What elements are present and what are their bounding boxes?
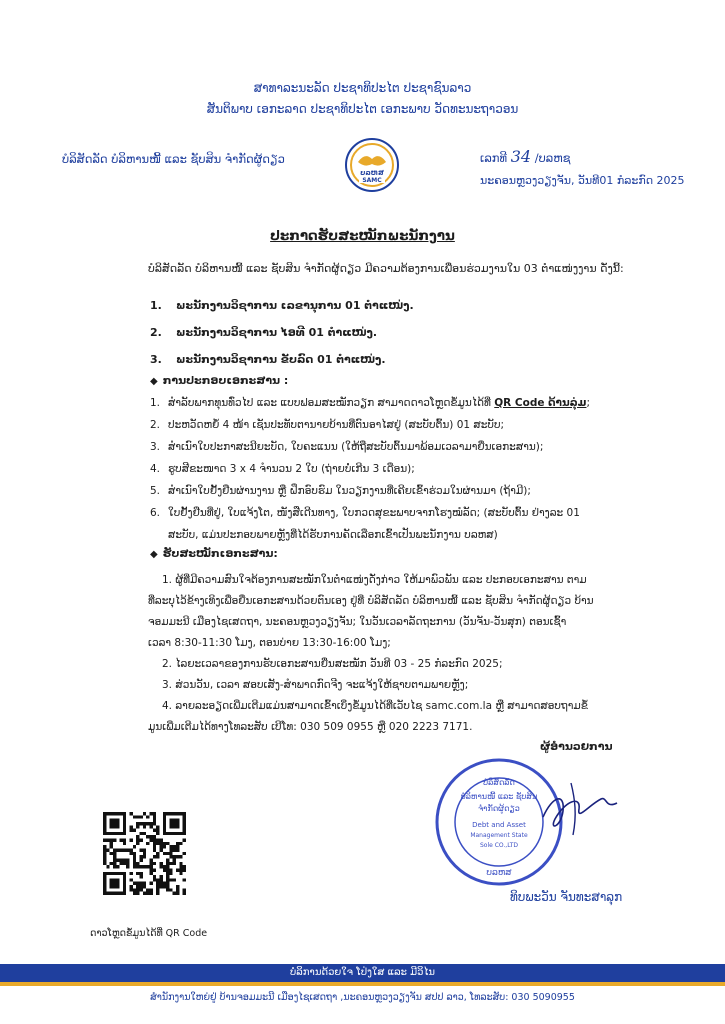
doc-number-suffix: /ບລຫຊ	[534, 151, 571, 165]
document-date: ນະຄອນຫຼວງວຽງຈັນ, ວັນທີ01 ກໍລະກົດ 2025	[480, 174, 685, 187]
item-text: ສຳເນົາໃບຢັ້ງຢືນຜ່ານງານ ຫຼື ຝຶກອົບຮົມ ໃນວຽກງານທີ່ເຄີຍເຂົ້າຮ່ວມໃນຜ່ານມາ (ຖ້າມີ);	[168, 485, 531, 497]
footer-address: ສຳນັກງານໃຫຍ່ຢູ່ ບ້ານຈອມມະນີ ເມືອງໄຊເສດຖາ ,ນະຄອນຫຼວງວຽງຈັນ ສປປ ລາວ, ໂທລະສັບ: 030 5090955	[150, 992, 575, 1003]
item-number: 6.	[150, 507, 161, 519]
submission-p4-line-2: ມູນເພີ່ມເຕີມໄດ້ທາງໂທລະສັບ ເບີໂທ: 030 509 0955 ຫຼື 020 2223 7171.	[148, 721, 473, 733]
footer-slogan: ບໍລິການດ້ວຍໃຈ ໂປ່ງໃສ ແລະ ມີວິໄນ	[289, 967, 435, 978]
diamond-bullet-icon: ◆	[150, 376, 158, 387]
item-text-line-2: ສະບັບ, ແມ່ນປະກອບພາຍຫຼັງທີ່ໄດ້ຮັບການຄັດເລືອກເຂົ້າເປັນພະນັກງານ ບລຫສ)	[168, 529, 498, 541]
samc-logo	[345, 138, 399, 192]
list-item	[150, 414, 670, 436]
signer-name: ທິບພະວັນ ຈັນທະສາລຸກ	[510, 890, 623, 904]
list-item	[150, 292, 414, 319]
item-text-line-1: ໃບຢັ້ງຢືນທີ່ຢູ່, ໃບແຈ້ງໂຕ, ໜັງສືເດີນທາງ, ໃບກວດສຸຂະພາບຈາກໂຮງໝໍລັດ; (ສະບັບຕົ້ນ ຢ່າງລະ 01	[168, 507, 580, 519]
handwritten-signature	[535, 775, 630, 840]
item-number: 1.	[150, 397, 161, 409]
stamp-mid-text-2: ຈຳກັດຜູ້ດຽວ	[478, 804, 520, 813]
documents-heading-text: ການປະກອບເອກະສານ :	[162, 374, 289, 387]
submission-p3: 3. ສ່ວນວັນ, ເວລາ ສອບເສັງ-ສຳພາດກົດຈີງ ຈະແຈ້ງໃຫ້ຊາບຕາມພາຍຫຼັງ;	[162, 679, 469, 691]
item-number: 5.	[150, 485, 161, 497]
submission-p4-line-1: 4. ລາຍລະອຽດເພີ່ມເຕີມແມ່ນສາມາດເຂົ້າເບິ່ງຂໍ້ມູນໄດ້ທີ່ເວັບໄຊ samc.com.la ຫຼື ສາມາດສອບຖາມຂໍ້	[162, 700, 588, 712]
item-number: 3.	[150, 353, 162, 366]
submission-heading	[150, 547, 278, 560]
intro-text: ບໍລິສັດລັດ ບໍລິຫານໜີ້ ແລະ ຊັບສິນ ຈຳກັດຜູ້ດຽວ ມີຄວາມຕ້ອງການເພື່ອນຮ່ວມງານໃນ 03 ຕຳແໜ່ງງານ ດັ່ງນີ້:	[148, 262, 624, 275]
signer-title: ຜູ້ອຳນວຍການ	[540, 740, 613, 753]
company-name: ບໍລິສັດລັດ ບໍລິຫານໜີ້ ແລະ ຊັບສິນ ຈຳກັດຜູ້ດຽວ	[62, 152, 285, 166]
list-item	[150, 346, 414, 373]
qr-code-caption: ດາວໂຫຼດຂໍ້ມູນໄດ້ທີ່ QR Code	[90, 928, 208, 939]
list-item	[150, 458, 670, 480]
list-item	[150, 502, 670, 546]
item-number: 4.	[150, 463, 161, 475]
national-line-2: ສັນຕິພາບ ເອກະລາດ ປະຊາທິປະໄຕ ເອກະພາບ ວັດທະນະຖາວອນ	[206, 102, 519, 116]
document-number	[480, 147, 571, 166]
national-line-1: ສາທາລະນະລັດ ປະຊາທິປະໄຕ ປະຊາຊົນລາວ	[253, 81, 472, 95]
stamp-en-text-3: Sole CO.,LTD	[479, 842, 519, 849]
qr-code-image[interactable]	[103, 812, 186, 895]
item-text: ພະນັກງານວິຊາການ ໄອທີ 01 ຕຳແໜ່ງ.	[176, 326, 378, 339]
item-number: 1.	[150, 299, 162, 312]
submission-heading-text: ຮັບສະໝັກເອກະສານ:	[162, 547, 278, 560]
item-text: ພະນັກງານວິຊາການ ຂັບລົດ 01 ຕຳແໜ່ງ.	[176, 353, 386, 366]
doc-number-value: 34	[510, 147, 532, 166]
page-title: ປະກາດຮັບສະໝັກພະນັກງານ	[270, 228, 455, 244]
submission-p1-line-4: ເວລາ 8:30-11:30 ໂມງ, ຕອນບ່າຍ 13:30-16:00 ໂມງ;	[148, 637, 391, 649]
stamp-en-text-1: Debt and Asset	[472, 821, 526, 829]
stamp-bottom-text: ບລຫສ	[486, 868, 512, 878]
documents-list	[150, 392, 670, 546]
list-item	[150, 392, 670, 414]
submission-p1-line-1: 1. ຜູ້ທີ່ມີຄວາມສົນໃຈຕ້ອງການສະໝັກໃນຕຳແໜ່ງດັ່ງກ່າວ ໃຫ້ມາພົວພັນ ແລະ ປະກອບເອກະສານ ຕາມ	[162, 574, 587, 586]
item-text: ປະຫວັດຫຍໍ້ 4 ໜ້າ ເຊັນປະທັບຕານາຍບ້ານທີ່ຕົນອາໄສຢູ່ (ສະບັບຕົ້ນ) 01 ສະບັບ;	[168, 419, 505, 431]
stamp-mid-text-1: ບໍລິຫານໜີ້ ແລະ ຊັບສິນ	[460, 792, 538, 801]
item-text: ພະນັກງານວິຊາການ ເລຂານຸການ 01 ຕຳແໜ່ງ.	[176, 299, 414, 312]
item-end: ;	[586, 397, 591, 409]
national-motto	[0, 78, 725, 120]
item-text: ຮູບສີຂະໜາດ 3 x 4 ຈຳນວນ 2 ໃບ (ຖ່າຍບໍ່ເກີນ 3 ເດືອນ);	[168, 463, 415, 475]
footer-accent-stripe	[0, 982, 725, 986]
positions-list	[150, 292, 414, 373]
doc-number-label: ເລກທີ	[480, 151, 508, 165]
stamp-en-text-2: Management State	[470, 832, 528, 839]
list-item	[150, 319, 414, 346]
item-number: 2.	[150, 419, 161, 431]
stamp-top-text: ບໍລິສັດລັດ	[483, 778, 515, 787]
qr-code-link[interactable]: QR Code ດ້ານລຸ່ມ	[494, 397, 587, 409]
submission-p2: 2. ໄລຍະເວລາຂອງການຮັບເອກະສານຍື່ນສະໝັກ ວັນທີ 03 - 25 ກໍລະກົດ 2025;	[162, 658, 503, 670]
submission-p1-line-2: ທີ່ລະບຸໄວ້ຂ້າງເທິງເພື່ອຍື່ນເອກະສານດ້ວຍຕົນເອງ ຢູ່ທີ່ ບໍລິສັດລັດ ບໍລິຫານໜີ້ ແລະ ຊັບສິນ ຈຳກັດຜູ້ດຽວ ບ້ານ	[148, 595, 594, 607]
logo-abbr-text: SAMC	[362, 177, 382, 184]
documents-heading	[150, 374, 288, 387]
item-number: 3.	[150, 441, 161, 453]
submission-p1-line-3: ຈອມມະນີ ເມືອງໄຊເສດຖາ, ນະຄອນຫຼວງວຽງຈັນ; ໃນວັນເວລາລັດຖະການ (ວັນຈັນ-ວັນສຸກ) ຕອນເຊົ້າ	[148, 616, 567, 628]
logo-lao-text: ບລຫສ	[360, 169, 384, 177]
item-text: ສຳລັບພາກທຸນທົ່ວໄປ ແລະ ແບບຟອມສະໝັກວຽກ ສາມາດດາວໂຫຼດຂໍ້ມູນໄດ້ທີ່	[168, 397, 491, 409]
diamond-bullet-icon: ◆	[150, 549, 158, 560]
submission-details	[148, 570, 671, 738]
item-number: 2.	[150, 326, 162, 339]
item-text: ສຳເນົາໃບປະກາສະນີຍະບັດ, ໃບຄະແນນ (ໃຫ້ຖືສະບັບຕົ້ນມາພ້ອມເວລາມາຍື່ນເອກະສານ);	[168, 441, 544, 453]
list-item	[150, 480, 670, 502]
list-item	[150, 436, 670, 458]
